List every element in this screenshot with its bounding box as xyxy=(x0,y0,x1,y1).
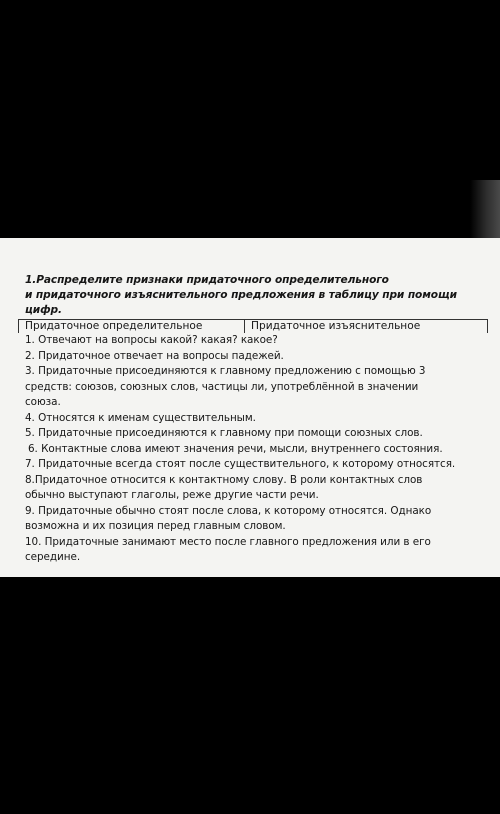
list-item: обычно выступают глаголы, реже другие части речи. xyxy=(25,489,319,501)
feature-list xyxy=(25,333,475,566)
background-shadow xyxy=(470,180,500,238)
classification-table-header xyxy=(18,319,488,333)
document-content xyxy=(25,273,475,566)
list-item: 9. Придаточные обычно стоят после слова, к которому относятся. Однако xyxy=(25,504,432,517)
list-item: 8.Придаточное относится к контактному слову. В роли контактных слов xyxy=(25,473,423,486)
list-item: середине. xyxy=(25,551,81,563)
list-item: 2. Придаточное отвечает на вопросы падежей. xyxy=(25,349,284,362)
column-header-explanatory: Придаточное изъяснительное xyxy=(251,320,421,332)
list-item: средств: союзов, союзных слов, частицы ли, употреблённой в значении xyxy=(25,380,419,393)
list-item: 5. Придаточные присоединяются к главному при помощи союзных слов. xyxy=(25,427,423,439)
task-title xyxy=(25,273,475,318)
task-title-line-1: 1.Распределите признаки придаточного определительного xyxy=(25,274,389,286)
list-item: 7. Придаточные всегда стоят после существительного, к которому относятся. xyxy=(25,458,456,470)
list-item: 3. Придаточные присоединяются к главному предложению с помощью 3 xyxy=(25,365,426,377)
task-title-line-3: цифр. xyxy=(25,304,62,316)
task-title-line-2: и придаточного изъяснительного предложения в таблицу при помощи xyxy=(25,289,457,301)
list-item: возможна и их позиция перед главным словом. xyxy=(25,520,286,532)
list-item: 10. Придаточные занимают место после главного предложения или в его xyxy=(25,535,431,548)
list-item: союза. xyxy=(25,396,61,408)
list-item: 6. Контактные слова имеют значения речи, мысли, внутреннего состояния. xyxy=(28,442,443,455)
list-item: 1. Отвечают на вопросы какой? какая? какое? xyxy=(25,334,278,346)
column-header-attributive: Придаточное определительное xyxy=(19,320,245,333)
list-item: 4. Относятся к именам существительным. xyxy=(25,411,256,424)
